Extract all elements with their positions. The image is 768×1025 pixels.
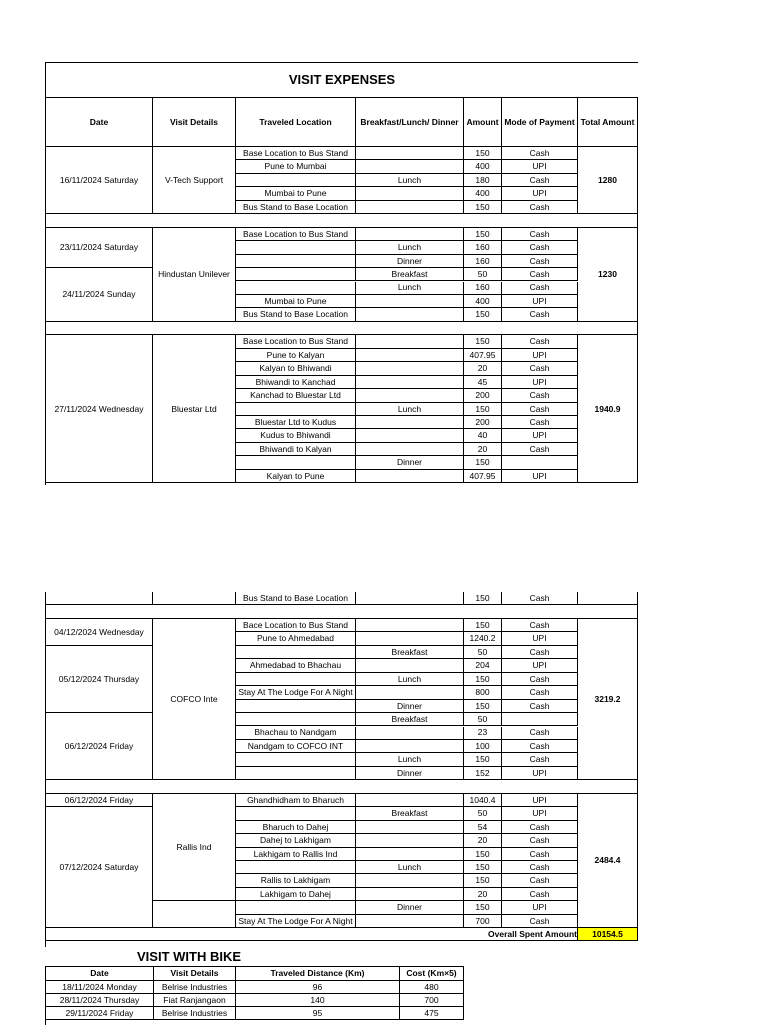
table-cell: Cash — [502, 282, 578, 295]
table-cell: Cash — [502, 686, 578, 699]
bike-table-title: VISIT WITH BIKE — [137, 949, 241, 964]
header-meal: Breakfast/Lunch/ Dinner — [356, 98, 464, 147]
table-cell: Ghandhidham to Bharuch — [236, 794, 356, 807]
table-cell — [356, 147, 464, 160]
table-cell — [356, 335, 464, 348]
table-cell: Nandgam to COFCO INT — [236, 740, 356, 753]
table-cell: UPI — [502, 429, 578, 442]
table-cell: 180 — [464, 174, 502, 187]
date-cell: 04/12/2024 Wednesday — [46, 619, 153, 646]
bike-table-cell: 18/11/2024 Monday — [46, 981, 154, 994]
table-cell: Cash — [502, 228, 578, 241]
table-cell — [502, 713, 578, 726]
table-cell: Cash — [502, 700, 578, 713]
table-cell: Cash — [502, 646, 578, 659]
table-cell: 150 — [464, 403, 502, 416]
table-cell: Pune to Kalyan — [236, 349, 356, 362]
table-cell: Cash — [502, 147, 578, 160]
table-title: VISIT EXPENSES — [46, 63, 638, 98]
table-cell — [236, 713, 356, 726]
visit-details-cell — [153, 592, 236, 605]
table-cell: Dinner — [356, 456, 464, 469]
table-cell: 150 — [464, 901, 502, 914]
table-cell: UPI — [502, 295, 578, 308]
table-cell: 150 — [464, 861, 502, 874]
table-cell: Cash — [502, 821, 578, 834]
table-cell — [356, 740, 464, 753]
total-amount-cell: 1230 — [578, 228, 638, 322]
table-cell: Base Location to Bus Stand — [236, 335, 356, 348]
table-cell: Breakfast — [356, 646, 464, 659]
table-cell: 150 — [464, 700, 502, 713]
table-cell — [236, 700, 356, 713]
table-cell: Bus Stand to Base Location — [236, 592, 356, 605]
table-cell: 1240.2 — [464, 632, 502, 645]
header-total: Total Amount — [578, 98, 638, 147]
visit-details-cell: V-Tech Support — [153, 147, 236, 214]
table-cell — [236, 174, 356, 187]
table-cell: 54 — [464, 821, 502, 834]
table-cell — [356, 201, 464, 214]
table-cell: Breakfast — [356, 268, 464, 281]
table-cell — [356, 362, 464, 375]
table-cell — [356, 416, 464, 429]
table-cell: Cash — [502, 201, 578, 214]
table-cell: Cash — [502, 335, 578, 348]
table-cell: Pune to Ahmedabad — [236, 632, 356, 645]
bike-header: Traveled Distance (Km) — [236, 967, 400, 981]
table-cell: Breakfast — [356, 713, 464, 726]
total-amount-cell — [578, 592, 638, 605]
table-cell: Stay At The Lodge For A Night — [236, 686, 356, 699]
table-cell — [356, 443, 464, 456]
header-date: Date — [46, 98, 153, 147]
separator-row — [46, 322, 638, 335]
bike-table-cell: 700 — [400, 994, 464, 1007]
table-cell: 160 — [464, 241, 502, 254]
table-cell: 160 — [464, 255, 502, 268]
table-cell: Dinner — [356, 901, 464, 914]
table-cell — [356, 834, 464, 847]
separator-row — [46, 605, 638, 618]
header-traveled-location: Traveled Location — [236, 98, 356, 147]
table-cell — [236, 753, 356, 766]
bike-table-cell: 140 — [236, 994, 400, 1007]
table-cell: UPI — [502, 349, 578, 362]
table-cell: Bhachau to Nandgam — [236, 727, 356, 740]
table-cell: Lakhigam to Rallis Ind — [236, 848, 356, 861]
table-cell: 150 — [464, 753, 502, 766]
table-cell: Kanchad to Bluestar Ltd — [236, 389, 356, 402]
table-cell: Cash — [502, 874, 578, 887]
table-cell: Cash — [502, 619, 578, 632]
table-cell: Cash — [502, 308, 578, 321]
table-cell: 150 — [464, 592, 502, 605]
table-cell: Bhiwandi to Kanchad — [236, 376, 356, 389]
table-cell: 150 — [464, 848, 502, 861]
date-cell: 24/11/2024 Sunday — [46, 268, 153, 322]
table-cell: Bace Location to Bus Stand — [236, 619, 356, 632]
table-cell — [356, 376, 464, 389]
visit-with-bike-table — [45, 966, 464, 1025]
table-cell: UPI — [502, 470, 578, 483]
table-cell: Cash — [502, 673, 578, 686]
table-cell: Dinner — [356, 700, 464, 713]
overall-spent-value: 10154.5 — [578, 928, 638, 941]
table-cell — [356, 619, 464, 632]
table-cell: 150 — [464, 673, 502, 686]
bike-table-cell: 96 — [236, 981, 400, 994]
table-cell: Cash — [502, 362, 578, 375]
table-cell: Lunch — [356, 282, 464, 295]
table-cell — [356, 794, 464, 807]
table-cell: 200 — [464, 416, 502, 429]
table-cell — [502, 456, 578, 469]
table-cell — [236, 403, 356, 416]
table-cell: Cash — [502, 268, 578, 281]
table-cell: Bharuch to Dahej — [236, 821, 356, 834]
table-cell: Bhiwandi to Kalyan — [236, 443, 356, 456]
bike-header: Date — [46, 967, 154, 981]
table-cell — [356, 874, 464, 887]
table-cell — [356, 632, 464, 645]
table-cell — [356, 349, 464, 362]
table-cell: 150 — [464, 335, 502, 348]
table-cell: Lunch — [356, 753, 464, 766]
bike-table-cell: Fiat Ranjangaon — [154, 994, 236, 1007]
table-cell: UPI — [502, 794, 578, 807]
table-cell — [236, 282, 356, 295]
table-cell: 400 — [464, 160, 502, 173]
table-cell: UPI — [502, 160, 578, 173]
table-cell — [356, 187, 464, 200]
table-cell: Cash — [502, 740, 578, 753]
table-cell: 50 — [464, 713, 502, 726]
table-cell: 150 — [464, 228, 502, 241]
table-cell — [356, 470, 464, 483]
date-cell: 05/12/2024 Thursday — [46, 646, 153, 713]
table-cell — [236, 646, 356, 659]
total-amount-cell: 1280 — [578, 147, 638, 214]
table-cell: 400 — [464, 295, 502, 308]
table-cell: 400 — [464, 187, 502, 200]
table-cell: 150 — [464, 456, 502, 469]
header-visit-details: Visit Details — [153, 98, 236, 147]
table-cell: UPI — [502, 807, 578, 820]
table-cell: 160 — [464, 282, 502, 295]
table-cell: Cash — [502, 241, 578, 254]
table-cell: Cash — [502, 416, 578, 429]
table-cell: Cash — [502, 753, 578, 766]
bike-table-cell: 480 — [400, 981, 464, 994]
table-cell: 407.95 — [464, 470, 502, 483]
table-cell: 150 — [464, 308, 502, 321]
visit-expenses-table-page-1 — [45, 62, 638, 485]
table-cell: 152 — [464, 767, 502, 780]
table-cell: Lunch — [356, 241, 464, 254]
table-cell — [356, 821, 464, 834]
table-cell: Mumbai to Pune — [236, 295, 356, 308]
date-cell — [46, 592, 153, 605]
table-cell: Cash — [502, 727, 578, 740]
table-cell: Kudus to Bhiwandi — [236, 429, 356, 442]
table-cell: 700 — [464, 915, 502, 928]
table-cell: Cash — [502, 389, 578, 402]
separator-row — [46, 780, 638, 793]
table-cell: 50 — [464, 807, 502, 820]
table-cell: Cash — [502, 403, 578, 416]
visit-details-cell: Hindustan Unilever — [153, 228, 236, 322]
table-cell: UPI — [502, 187, 578, 200]
header-amount: Amount — [464, 98, 502, 147]
table-cell: 50 — [464, 646, 502, 659]
table-cell: Cash — [502, 861, 578, 874]
visit-expenses-table-page-2 — [45, 592, 638, 947]
table-cell — [356, 592, 464, 605]
table-cell: 20 — [464, 888, 502, 901]
table-cell: Bluestar Ltd to Kudus — [236, 416, 356, 429]
table-cell — [356, 160, 464, 173]
visit-details-cell: COFCO Inte — [153, 619, 236, 780]
table-cell: UPI — [502, 659, 578, 672]
table-cell: UPI — [502, 767, 578, 780]
table-cell: 1040.4 — [464, 794, 502, 807]
visit-details-cell: Rallis Ind — [153, 794, 236, 902]
table-cell — [236, 807, 356, 820]
table-cell: 150 — [464, 619, 502, 632]
total-amount-cell: 3219.2 — [578, 619, 638, 780]
bike-table-cell: 475 — [400, 1007, 464, 1020]
table-cell: Dahej to Lakhigam — [236, 834, 356, 847]
table-cell — [356, 686, 464, 699]
table-cell — [236, 673, 356, 686]
table-cell — [356, 915, 464, 928]
total-amount-cell: 1940.9 — [578, 335, 638, 483]
table-cell: Lunch — [356, 174, 464, 187]
header-mode: Mode of Payment — [502, 98, 578, 147]
table-cell: 40 — [464, 429, 502, 442]
date-cell: 06/12/2024 Friday — [46, 794, 153, 807]
table-cell: Base Location to Bus Stand — [236, 228, 356, 241]
table-cell: Pune to Mumbai — [236, 160, 356, 173]
table-cell: Lakhigam to Dahej — [236, 888, 356, 901]
visit-details-cell: Bluestar Ltd — [153, 335, 236, 483]
table-cell: Kalyan to Bhiwandi — [236, 362, 356, 375]
table-cell: 20 — [464, 362, 502, 375]
table-cell: Cash — [502, 834, 578, 847]
table-cell: Kalyan to Pune — [236, 470, 356, 483]
bike-table-cell: 95 — [236, 1007, 400, 1020]
table-cell: Lunch — [356, 861, 464, 874]
total-amount-cell: 2484.4 — [578, 794, 638, 929]
table-cell: UPI — [502, 901, 578, 914]
table-cell: UPI — [502, 632, 578, 645]
table-cell: 800 — [464, 686, 502, 699]
table-cell: Cash — [502, 888, 578, 901]
table-cell: Cash — [502, 255, 578, 268]
table-cell — [356, 727, 464, 740]
bike-table-cell: Belrise Industries — [154, 1007, 236, 1020]
table-cell — [236, 255, 356, 268]
table-cell: Bus Stand to Base Location — [236, 308, 356, 321]
date-cell: 27/11/2024 Wednesday — [46, 335, 153, 483]
table-cell: Lunch — [356, 403, 464, 416]
table-cell: 407.95 — [464, 349, 502, 362]
bike-table-cell: 28/11/2024 Thursday — [46, 994, 154, 1007]
table-cell: Cash — [502, 443, 578, 456]
table-cell — [356, 848, 464, 861]
date-cell: 16/11/2024 Saturday — [46, 147, 153, 214]
bike-header: Visit Details — [154, 967, 236, 981]
table-cell: Cash — [502, 174, 578, 187]
table-cell: Cash — [502, 592, 578, 605]
table-cell: Cash — [502, 848, 578, 861]
table-cell: 100 — [464, 740, 502, 753]
table-cell: 150 — [464, 874, 502, 887]
table-cell: Dinner — [356, 767, 464, 780]
table-cell: 204 — [464, 659, 502, 672]
table-cell — [356, 389, 464, 402]
table-cell: 50 — [464, 268, 502, 281]
date-cell: 23/11/2024 Saturday — [46, 228, 153, 268]
table-cell — [356, 295, 464, 308]
separator-row — [46, 214, 638, 227]
table-cell — [236, 861, 356, 874]
table-cell: Breakfast — [356, 807, 464, 820]
table-cell: 150 — [464, 147, 502, 160]
table-cell — [236, 241, 356, 254]
date-cell: 07/12/2024 Saturday — [46, 807, 153, 928]
table-cell: 23 — [464, 727, 502, 740]
table-cell: Stay At The Lodge For A Night — [236, 915, 356, 928]
table-cell: Cash — [502, 915, 578, 928]
bike-table-cell: Belrise Industries — [154, 981, 236, 994]
table-cell — [236, 456, 356, 469]
table-cell: 20 — [464, 443, 502, 456]
table-cell: UPI — [502, 376, 578, 389]
table-cell — [356, 888, 464, 901]
table-cell — [236, 901, 356, 914]
table-cell: Dinner — [356, 255, 464, 268]
table-cell: Bus Stand to Base Location — [236, 201, 356, 214]
table-cell — [236, 268, 356, 281]
table-cell — [356, 659, 464, 672]
bike-table-cell: 29/11/2024 Friday — [46, 1007, 154, 1020]
table-cell: 45 — [464, 376, 502, 389]
table-cell: Mumbai to Pune — [236, 187, 356, 200]
table-cell: 150 — [464, 201, 502, 214]
table-cell: 20 — [464, 834, 502, 847]
table-cell — [356, 429, 464, 442]
table-cell: Rallis to Lakhigam — [236, 874, 356, 887]
bike-header: Cost (Km×5) — [400, 967, 464, 981]
table-cell — [356, 228, 464, 241]
table-cell — [356, 308, 464, 321]
overall-spent-label: Overall Spent Amount — [46, 928, 578, 941]
table-cell: Base Location to Bus Stand — [236, 147, 356, 160]
visit-details-cell — [153, 901, 236, 928]
table-cell: 200 — [464, 389, 502, 402]
date-cell: 06/12/2024 Friday — [46, 713, 153, 780]
table-cell: Lunch — [356, 673, 464, 686]
table-cell: Ahmedabad to Bhachau — [236, 659, 356, 672]
table-cell — [236, 767, 356, 780]
